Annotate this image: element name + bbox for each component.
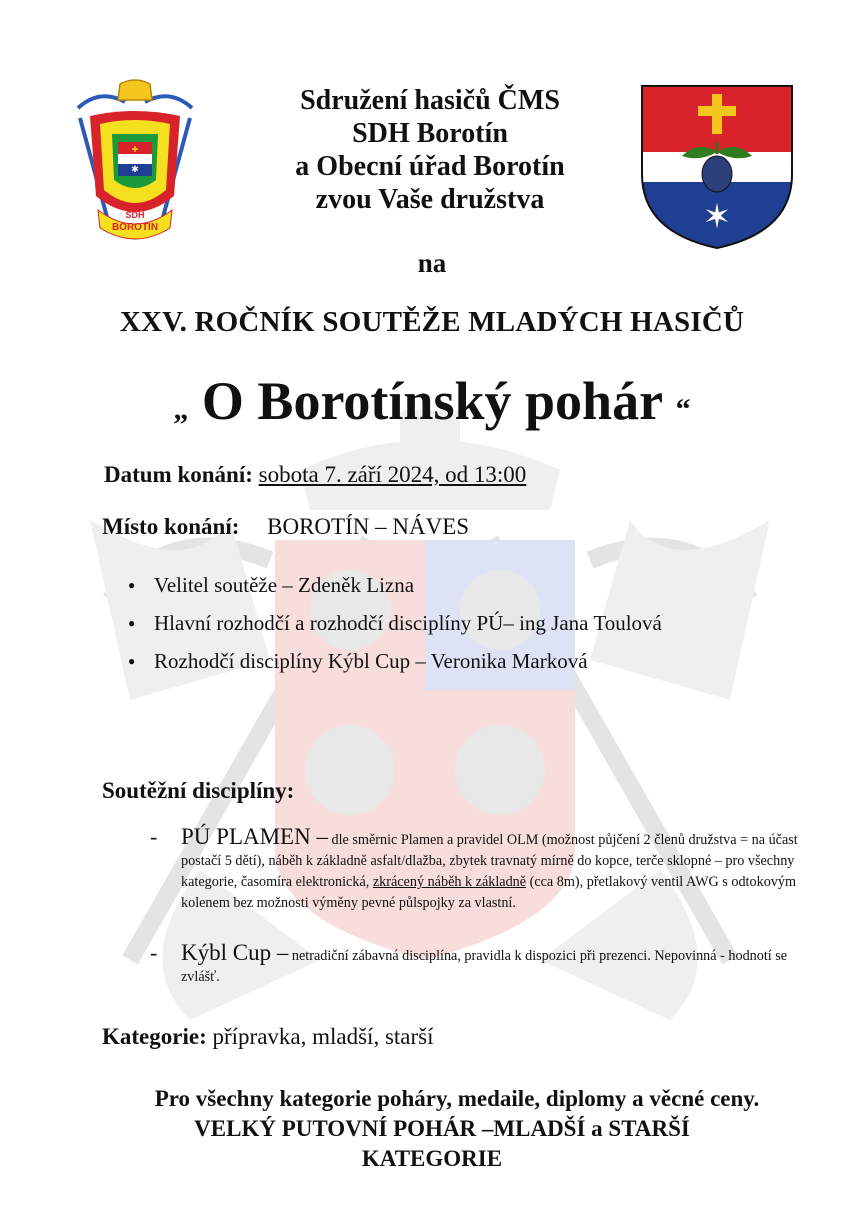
place-row	[102, 514, 469, 540]
officials-list	[104, 566, 662, 680]
categories-row	[102, 1024, 434, 1050]
competition-title	[0, 370, 864, 432]
organizer-line-3: a Obecní úřad Borotín	[295, 151, 565, 182]
discipline-name: PÚ PLAMEN –	[181, 824, 328, 849]
borotin-coat-of-arms-icon	[638, 82, 796, 252]
place-value: BOROTÍN – NÁVES	[267, 514, 470, 539]
footer-line-3: KATEGORIE	[361, 1146, 503, 1171]
sdh-logo-top-text: SDH	[125, 210, 145, 220]
sdh-logo-bottom-text: BOROTÍN	[111, 222, 159, 233]
list-item: ● Rozhodčí disciplíny Kýbl Cup – Veronika Marková	[154, 642, 662, 680]
organizer-line-1: Sdružení hasičů ČMS	[300, 85, 560, 116]
discipline-body	[181, 826, 810, 914]
title-open-quote: „	[173, 393, 189, 426]
date-label: Datum konání:	[104, 462, 253, 487]
discipline-pu-plamen	[150, 826, 810, 946]
categories-value: přípravka, mladší, starší	[206, 1024, 434, 1049]
date-value: sobota 7. září 2024, od 13:00	[258, 462, 527, 487]
discipline-kybl-cup	[150, 942, 810, 992]
footer-line-2: VELKÝ PUTOVNÍ POHÁR –MLADŠÍ a STARŠÍ	[194, 1116, 690, 1141]
discipline-dash: -	[150, 940, 158, 965]
title-text: O Borotínský pohár	[201, 371, 663, 431]
organizer-line-2: SDH Borotín	[352, 118, 508, 149]
svg-text:✱: ✱	[131, 165, 139, 175]
categories-label: Kategorie:	[102, 1024, 207, 1049]
svg-text:✚: ✚	[131, 145, 139, 154]
prizes-footer	[0, 1084, 864, 1174]
discipline-name: Kýbl Cup –	[181, 940, 289, 965]
discipline-text-underlined: zkrácený náběh k základně	[372, 874, 527, 890]
place-label: Místo konání:	[102, 514, 240, 539]
list-item: ● Hlavní rozhodčí a rozhodčí disciplíny PÚ– ing Jana Toulová	[154, 604, 662, 642]
list-item: ● Velitel soutěže – Zdeněk Lizna	[154, 566, 662, 604]
footer-line-1: Pro všechny kategorie poháry, medaile, diplomy a věcné ceny.	[154, 1086, 760, 1111]
date-row	[104, 462, 526, 488]
disciplines-heading: Soutěžní disciplíny:	[102, 778, 295, 803]
discipline-text: dle směrnic Plamen a pravidel OLM (možnost půjčení 2 členů družstva = na účast postačí 5 dětí), náběh k základně asfalt/dlažba, zbytek travnatý mírně do kopce, terče sklopné – pro všechny kategorie, časomíra elektronická,	[181, 832, 798, 890]
organizer-header	[230, 84, 630, 216]
na-text: na	[417, 248, 447, 278]
discipline-text-end: (cca 8m), přetlakový ventil AWG s odtokovým kolenem bez možnosti výměny pevné půlspojky za vlastní.	[181, 874, 797, 911]
discipline-text: netradiční zábavná disciplína, pravidla k dispozici při prezenci. Nepovinná - hodnotí se zvlášť.	[181, 948, 788, 985]
competition-edition: XXV. ROČNÍK SOUTĚŽE MLADÝCH HASIČŮ	[119, 306, 745, 338]
organizer-line-4: zvou Vaše družstva	[315, 184, 545, 215]
title-close-quote: “	[675, 393, 691, 426]
discipline-body	[181, 942, 810, 988]
discipline-dash: -	[150, 824, 158, 849]
svg-text:✶: ✶	[702, 197, 732, 237]
